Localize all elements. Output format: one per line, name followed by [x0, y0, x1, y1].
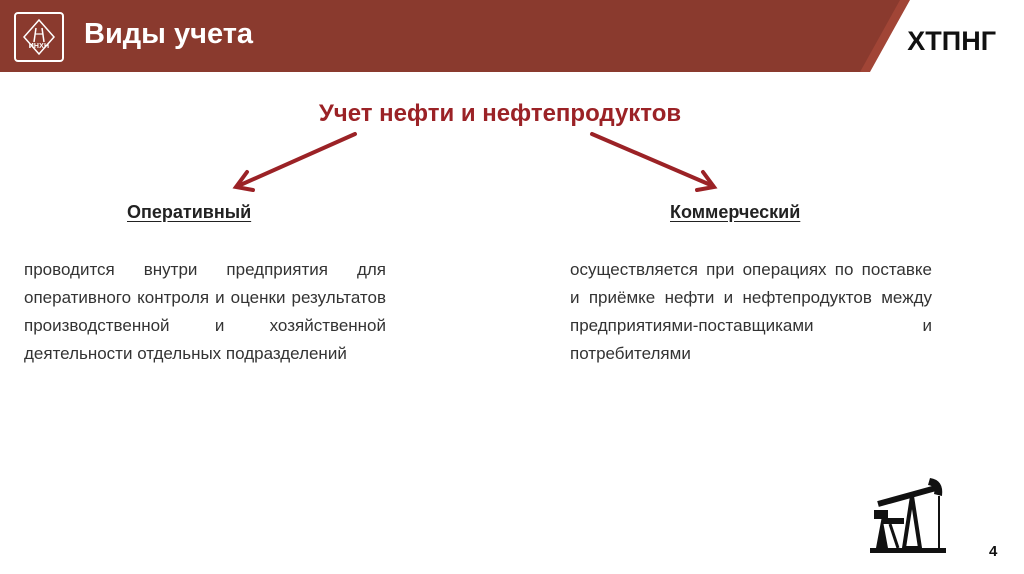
right-arrow-line	[592, 134, 713, 186]
page-number: 4	[989, 543, 998, 560]
main-heading: Учет нефти и нефтепродуктов	[318, 100, 682, 127]
page-title: Виды учета	[84, 18, 254, 50]
brand-label: ХТПНГ	[907, 26, 996, 56]
column-body-operational: проводится внутри предприятия для оперативного контроля и оценки результатов производственной и хозяйственной деятельности отдельных подразделений	[24, 260, 386, 363]
logo-text: ИНХН	[28, 43, 50, 50]
left-arrow-line	[238, 134, 355, 186]
column-body-commercial: осуществляется при операциях по поставке и приёмке нефти и нефтепродуктов между предприятиями-поставщиками и потребителями	[570, 260, 932, 363]
column-title-operational: Оперативный	[127, 202, 252, 222]
column-title-commercial: Коммерческий	[670, 202, 801, 222]
oil-pump-jack-icon	[868, 474, 948, 554]
